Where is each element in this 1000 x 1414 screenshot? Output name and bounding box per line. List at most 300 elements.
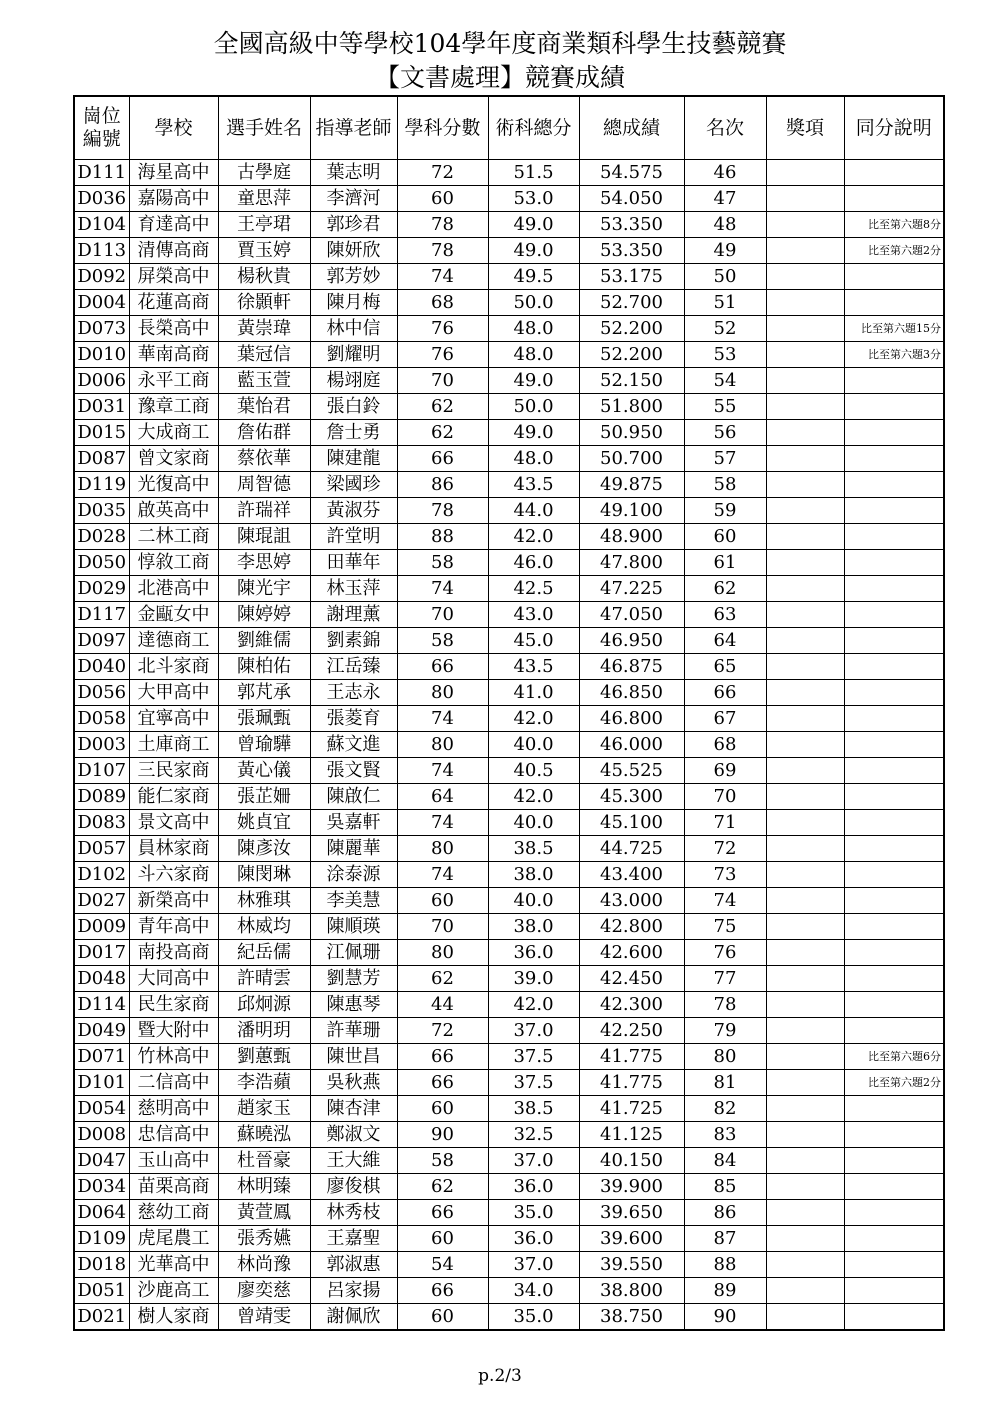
cell-school: 大成商工: [129, 420, 218, 446]
cell-practical-score: 43.5: [488, 472, 579, 498]
cell-practical-score: 41.0: [488, 680, 579, 706]
cell-practical-score: 34.0: [488, 1278, 579, 1304]
cell-academic-score: 66: [397, 1044, 488, 1070]
cell-school: 光華高中: [129, 1252, 218, 1278]
cell-practical-score: 40.0: [488, 888, 579, 914]
cell-practical-score: 49.0: [488, 238, 579, 264]
cell-award: [766, 1070, 844, 1096]
table-row: [74, 212, 944, 238]
cell-tie-note: [844, 498, 944, 524]
cell-teacher: 梁國珍: [310, 472, 397, 498]
cell-award: [766, 1044, 844, 1070]
cell-academic-score: 62: [397, 420, 488, 446]
cell-award: [766, 628, 844, 654]
page-number: p.2/3: [478, 1366, 522, 1386]
cell-school: 樹人家商: [129, 1304, 218, 1331]
cell-total-score: 50.700: [579, 446, 684, 472]
document-title: 全國高級中等學校104學年度商業類科學生技藝競賽: [213, 29, 787, 58]
cell-total-score: 50.950: [579, 420, 684, 446]
cell-practical-score: 43.0: [488, 602, 579, 628]
cell-teacher: 王志永: [310, 680, 397, 706]
cell-post-id: D040: [74, 654, 129, 680]
cell-practical-score: 37.0: [488, 1252, 579, 1278]
cell-award: [766, 550, 844, 576]
cell-tie-note: [844, 940, 944, 966]
cell-rank: 89: [684, 1278, 766, 1304]
cell-rank: 52: [684, 316, 766, 342]
document-subtitle: 【文書處理】競賽成績: [374, 63, 625, 92]
cell-school: 豫章工商: [129, 394, 218, 420]
cell-student-name: 許晴雲: [218, 966, 310, 992]
table-row: [74, 966, 944, 992]
cell-student-name: 廖奕慈: [218, 1278, 310, 1304]
cell-practical-score: 42.0: [488, 706, 579, 732]
cell-academic-score: 74: [397, 264, 488, 290]
cell-student-name: 張芷姍: [218, 784, 310, 810]
cell-rank: 73: [684, 862, 766, 888]
cell-teacher: 張菱育: [310, 706, 397, 732]
cell-total-score: 45.525: [579, 758, 684, 784]
cell-award: [766, 1018, 844, 1044]
cell-tie-note: 比至第六題3分: [844, 342, 944, 368]
cell-academic-score: 44: [397, 992, 488, 1018]
table-row: [74, 706, 944, 732]
cell-rank: 66: [684, 680, 766, 706]
cell-rank: 84: [684, 1148, 766, 1174]
table-row: [74, 654, 944, 680]
results-table: [73, 95, 945, 1331]
cell-school: 大甲高中: [129, 680, 218, 706]
cell-academic-score: 62: [397, 1174, 488, 1200]
header-student-name: 選手姓名: [218, 96, 310, 160]
cell-teacher: 王嘉聖: [310, 1226, 397, 1252]
table-row: [74, 836, 944, 862]
cell-post-id: D119: [74, 472, 129, 498]
cell-student-name: 古學庭: [218, 160, 310, 186]
header-post-id: 崗位 編號: [74, 96, 129, 160]
cell-rank: 70: [684, 784, 766, 810]
cell-teacher: 鄭淑文: [310, 1122, 397, 1148]
cell-post-id: D036: [74, 186, 129, 212]
cell-total-score: 42.250: [579, 1018, 684, 1044]
cell-school: 金甌女中: [129, 602, 218, 628]
table-row: [74, 160, 944, 186]
cell-rank: 68: [684, 732, 766, 758]
cell-academic-score: 66: [397, 1278, 488, 1304]
cell-student-name: 李思婷: [218, 550, 310, 576]
cell-tie-note: [844, 290, 944, 316]
cell-practical-score: 49.5: [488, 264, 579, 290]
table-row: [74, 498, 944, 524]
cell-teacher: 謝理薰: [310, 602, 397, 628]
cell-student-name: 趙家玉: [218, 1096, 310, 1122]
cell-student-name: 童思萍: [218, 186, 310, 212]
cell-rank: 53: [684, 342, 766, 368]
cell-rank: 82: [684, 1096, 766, 1122]
cell-school: 景文高中: [129, 810, 218, 836]
cell-teacher: 許堂明: [310, 524, 397, 550]
cell-total-score: 42.300: [579, 992, 684, 1018]
table-row: [74, 524, 944, 550]
cell-award: [766, 914, 844, 940]
cell-teacher: 詹士勇: [310, 420, 397, 446]
cell-tie-note: [844, 1096, 944, 1122]
cell-tie-note: [844, 420, 944, 446]
cell-academic-score: 70: [397, 914, 488, 940]
cell-tie-note: [844, 524, 944, 550]
cell-teacher: 許華珊: [310, 1018, 397, 1044]
cell-academic-score: 60: [397, 888, 488, 914]
cell-school: 宜寧高中: [129, 706, 218, 732]
cell-academic-score: 62: [397, 394, 488, 420]
cell-school: 竹林高中: [129, 1044, 218, 1070]
cell-academic-score: 54: [397, 1252, 488, 1278]
cell-student-name: 姚貞宜: [218, 810, 310, 836]
cell-rank: 51: [684, 290, 766, 316]
cell-teacher: 陳妍欣: [310, 238, 397, 264]
cell-total-score: 46.800: [579, 706, 684, 732]
cell-award: [766, 1200, 844, 1226]
cell-rank: 81: [684, 1070, 766, 1096]
cell-rank: 65: [684, 654, 766, 680]
cell-tie-note: 比至第六題2分: [844, 1070, 944, 1096]
table-row: [74, 862, 944, 888]
cell-academic-score: 72: [397, 1018, 488, 1044]
cell-teacher: 劉耀明: [310, 342, 397, 368]
cell-academic-score: 66: [397, 446, 488, 472]
cell-total-score: 40.150: [579, 1148, 684, 1174]
cell-student-name: 紀岳儒: [218, 940, 310, 966]
cell-post-id: D048: [74, 966, 129, 992]
cell-teacher: 劉素錦: [310, 628, 397, 654]
cell-total-score: 47.225: [579, 576, 684, 602]
cell-total-score: 38.800: [579, 1278, 684, 1304]
table-row: [74, 1122, 944, 1148]
cell-student-name: 張秀嬿: [218, 1226, 310, 1252]
cell-award: [766, 1174, 844, 1200]
cell-tie-note: [844, 758, 944, 784]
cell-post-id: D117: [74, 602, 129, 628]
cell-academic-score: 86: [397, 472, 488, 498]
cell-school: 惇敘工商: [129, 550, 218, 576]
cell-tie-note: [844, 862, 944, 888]
cell-teacher: 王大維: [310, 1148, 397, 1174]
table-row: [74, 1304, 944, 1331]
table-row: [74, 472, 944, 498]
cell-post-id: D057: [74, 836, 129, 862]
cell-total-score: 47.050: [579, 602, 684, 628]
cell-post-id: D102: [74, 862, 129, 888]
cell-student-name: 潘明玥: [218, 1018, 310, 1044]
cell-teacher: 陳順瑛: [310, 914, 397, 940]
cell-post-id: D111: [74, 160, 129, 186]
cell-total-score: 41.775: [579, 1070, 684, 1096]
cell-practical-score: 51.5: [488, 160, 579, 186]
table-row: [74, 784, 944, 810]
cell-practical-score: 40.5: [488, 758, 579, 784]
cell-school: 達德商工: [129, 628, 218, 654]
cell-academic-score: 74: [397, 576, 488, 602]
cell-post-id: D021: [74, 1304, 129, 1331]
cell-rank: 49: [684, 238, 766, 264]
cell-practical-score: 48.0: [488, 316, 579, 342]
cell-rank: 69: [684, 758, 766, 784]
cell-practical-score: 42.0: [488, 784, 579, 810]
cell-school: 北斗家商: [129, 654, 218, 680]
cell-total-score: 52.150: [579, 368, 684, 394]
cell-total-score: 43.000: [579, 888, 684, 914]
cell-total-score: 39.650: [579, 1200, 684, 1226]
table-row: [74, 238, 944, 264]
cell-academic-score: 78: [397, 212, 488, 238]
cell-tie-note: [844, 836, 944, 862]
cell-tie-note: [844, 1174, 944, 1200]
cell-post-id: D004: [74, 290, 129, 316]
cell-rank: 62: [684, 576, 766, 602]
cell-student-name: 林威均: [218, 914, 310, 940]
cell-school: 南投高商: [129, 940, 218, 966]
cell-school: 花蓮高商: [129, 290, 218, 316]
cell-school: 斗六家商: [129, 862, 218, 888]
cell-total-score: 54.575: [579, 160, 684, 186]
cell-teacher: 楊翊庭: [310, 368, 397, 394]
cell-rank: 56: [684, 420, 766, 446]
cell-school: 民生家商: [129, 992, 218, 1018]
cell-award: [766, 1226, 844, 1252]
cell-practical-score: 46.0: [488, 550, 579, 576]
cell-student-name: 藍玉萱: [218, 368, 310, 394]
cell-school: 長榮高中: [129, 316, 218, 342]
cell-school: 華南高商: [129, 342, 218, 368]
cell-award: [766, 290, 844, 316]
cell-teacher: 陳麗華: [310, 836, 397, 862]
table-row: [74, 1096, 944, 1122]
cell-teacher: 張白鈴: [310, 394, 397, 420]
cell-school: 大同高中: [129, 966, 218, 992]
cell-practical-score: 43.5: [488, 654, 579, 680]
cell-total-score: 52.200: [579, 316, 684, 342]
cell-student-name: 葉冠信: [218, 342, 310, 368]
cell-post-id: D097: [74, 628, 129, 654]
cell-award: [766, 264, 844, 290]
cell-tie-note: 比至第六題15分: [844, 316, 944, 342]
cell-total-score: 49.875: [579, 472, 684, 498]
header-award: 獎項: [766, 96, 844, 160]
cell-post-id: D028: [74, 524, 129, 550]
cell-award: [766, 888, 844, 914]
cell-practical-score: 38.0: [488, 914, 579, 940]
cell-school: 忠信高中: [129, 1122, 218, 1148]
cell-school: 啟英高中: [129, 498, 218, 524]
cell-student-name: 王亭珺: [218, 212, 310, 238]
cell-practical-score: 38.0: [488, 862, 579, 888]
cell-post-id: D064: [74, 1200, 129, 1226]
cell-tie-note: [844, 550, 944, 576]
cell-academic-score: 66: [397, 1200, 488, 1226]
cell-school: 沙鹿高工: [129, 1278, 218, 1304]
cell-post-id: D113: [74, 238, 129, 264]
cell-student-name: 陳婷婷: [218, 602, 310, 628]
table-row: [74, 446, 944, 472]
cell-practical-score: 40.0: [488, 732, 579, 758]
cell-rank: 71: [684, 810, 766, 836]
cell-student-name: 陳光宇: [218, 576, 310, 602]
table-row: [74, 316, 944, 342]
cell-academic-score: 80: [397, 680, 488, 706]
cell-award: [766, 472, 844, 498]
cell-practical-score: 39.0: [488, 966, 579, 992]
cell-post-id: D006: [74, 368, 129, 394]
cell-practical-score: 50.0: [488, 290, 579, 316]
table-row: [74, 1200, 944, 1226]
cell-student-name: 郭芃承: [218, 680, 310, 706]
cell-academic-score: 58: [397, 1148, 488, 1174]
cell-award: [766, 498, 844, 524]
header-tie-note: 同分說明: [844, 96, 944, 160]
cell-award: [766, 238, 844, 264]
cell-practical-score: 36.0: [488, 940, 579, 966]
table-row: [74, 888, 944, 914]
cell-total-score: 42.800: [579, 914, 684, 940]
table-row: [74, 602, 944, 628]
cell-teacher: 郭芳妙: [310, 264, 397, 290]
cell-academic-score: 60: [397, 1304, 488, 1331]
cell-post-id: D109: [74, 1226, 129, 1252]
cell-tie-note: [844, 1200, 944, 1226]
cell-total-score: 44.725: [579, 836, 684, 862]
cell-student-name: 劉維儒: [218, 628, 310, 654]
cell-total-score: 42.450: [579, 966, 684, 992]
table-row: [74, 1018, 944, 1044]
cell-school: 清傳高商: [129, 238, 218, 264]
cell-school: 光復高中: [129, 472, 218, 498]
cell-award: [766, 1304, 844, 1331]
cell-post-id: D049: [74, 1018, 129, 1044]
table-row: [74, 940, 944, 966]
cell-rank: 46: [684, 160, 766, 186]
cell-student-name: 陳柏佑: [218, 654, 310, 680]
cell-academic-score: 66: [397, 1070, 488, 1096]
cell-teacher: 林秀枝: [310, 1200, 397, 1226]
cell-academic-score: 58: [397, 550, 488, 576]
cell-student-name: 徐顥軒: [218, 290, 310, 316]
cell-total-score: 38.750: [579, 1304, 684, 1331]
cell-student-name: 林明臻: [218, 1174, 310, 1200]
cell-student-name: 劉蕙甄: [218, 1044, 310, 1070]
cell-school: 二信高中: [129, 1070, 218, 1096]
cell-practical-score: 50.0: [488, 394, 579, 420]
cell-award: [766, 992, 844, 1018]
cell-practical-score: 48.0: [488, 342, 579, 368]
cell-student-name: 許瑞祥: [218, 498, 310, 524]
cell-post-id: D003: [74, 732, 129, 758]
cell-academic-score: 60: [397, 1096, 488, 1122]
cell-teacher: 陳世昌: [310, 1044, 397, 1070]
cell-post-id: D031: [74, 394, 129, 420]
cell-practical-score: 42.0: [488, 992, 579, 1018]
table-row: [74, 342, 944, 368]
cell-tie-note: [844, 602, 944, 628]
cell-total-score: 39.600: [579, 1226, 684, 1252]
cell-rank: 47: [684, 186, 766, 212]
cell-post-id: D050: [74, 550, 129, 576]
cell-academic-score: 74: [397, 810, 488, 836]
cell-rank: 74: [684, 888, 766, 914]
cell-teacher: 郭淑惠: [310, 1252, 397, 1278]
cell-rank: 64: [684, 628, 766, 654]
cell-student-name: 黃萱鳳: [218, 1200, 310, 1226]
cell-award: [766, 784, 844, 810]
cell-post-id: D087: [74, 446, 129, 472]
cell-tie-note: [844, 186, 944, 212]
cell-rank: 86: [684, 1200, 766, 1226]
cell-rank: 61: [684, 550, 766, 576]
cell-academic-score: 68: [397, 290, 488, 316]
table-row: [74, 368, 944, 394]
header-total-score: 總成績: [579, 96, 684, 160]
cell-award: [766, 810, 844, 836]
cell-total-score: 54.050: [579, 186, 684, 212]
cell-rank: 63: [684, 602, 766, 628]
cell-rank: 88: [684, 1252, 766, 1278]
cell-student-name: 黃心儀: [218, 758, 310, 784]
cell-school: 海星高中: [129, 160, 218, 186]
cell-teacher: 呂家揚: [310, 1278, 397, 1304]
cell-tie-note: [844, 1018, 944, 1044]
cell-post-id: D029: [74, 576, 129, 602]
cell-total-score: 48.900: [579, 524, 684, 550]
cell-teacher: 劉慧芳: [310, 966, 397, 992]
table-row: [74, 680, 944, 706]
cell-tie-note: 比至第六題2分: [844, 238, 944, 264]
cell-school: 嘉陽高中: [129, 186, 218, 212]
cell-student-name: 張珮甄: [218, 706, 310, 732]
cell-student-name: 周智德: [218, 472, 310, 498]
cell-post-id: D083: [74, 810, 129, 836]
cell-total-score: 47.800: [579, 550, 684, 576]
header-practical-score: 術科總分: [488, 96, 579, 160]
table-row: [74, 1252, 944, 1278]
table-row: [74, 758, 944, 784]
cell-student-name: 陳閔琳: [218, 862, 310, 888]
cell-award: [766, 160, 844, 186]
cell-practical-score: 45.0: [488, 628, 579, 654]
cell-student-name: 林尚豫: [218, 1252, 310, 1278]
table-row: [74, 810, 944, 836]
cell-award: [766, 680, 844, 706]
cell-academic-score: 76: [397, 342, 488, 368]
cell-student-name: 蔡依華: [218, 446, 310, 472]
cell-practical-score: 49.0: [488, 212, 579, 238]
cell-rank: 83: [684, 1122, 766, 1148]
cell-school: 新榮高中: [129, 888, 218, 914]
cell-school: 三民家商: [129, 758, 218, 784]
cell-rank: 58: [684, 472, 766, 498]
cell-tie-note: [844, 992, 944, 1018]
cell-academic-score: 88: [397, 524, 488, 550]
cell-tie-note: [844, 1304, 944, 1331]
cell-student-name: 邱炯源: [218, 992, 310, 1018]
table-row: [74, 1044, 944, 1070]
cell-award: [766, 1278, 844, 1304]
cell-award: [766, 212, 844, 238]
cell-post-id: D058: [74, 706, 129, 732]
cell-school: 玉山高中: [129, 1148, 218, 1174]
cell-total-score: 45.300: [579, 784, 684, 810]
cell-teacher: 陳啟仁: [310, 784, 397, 810]
cell-rank: 54: [684, 368, 766, 394]
cell-school: 能仁家商: [129, 784, 218, 810]
